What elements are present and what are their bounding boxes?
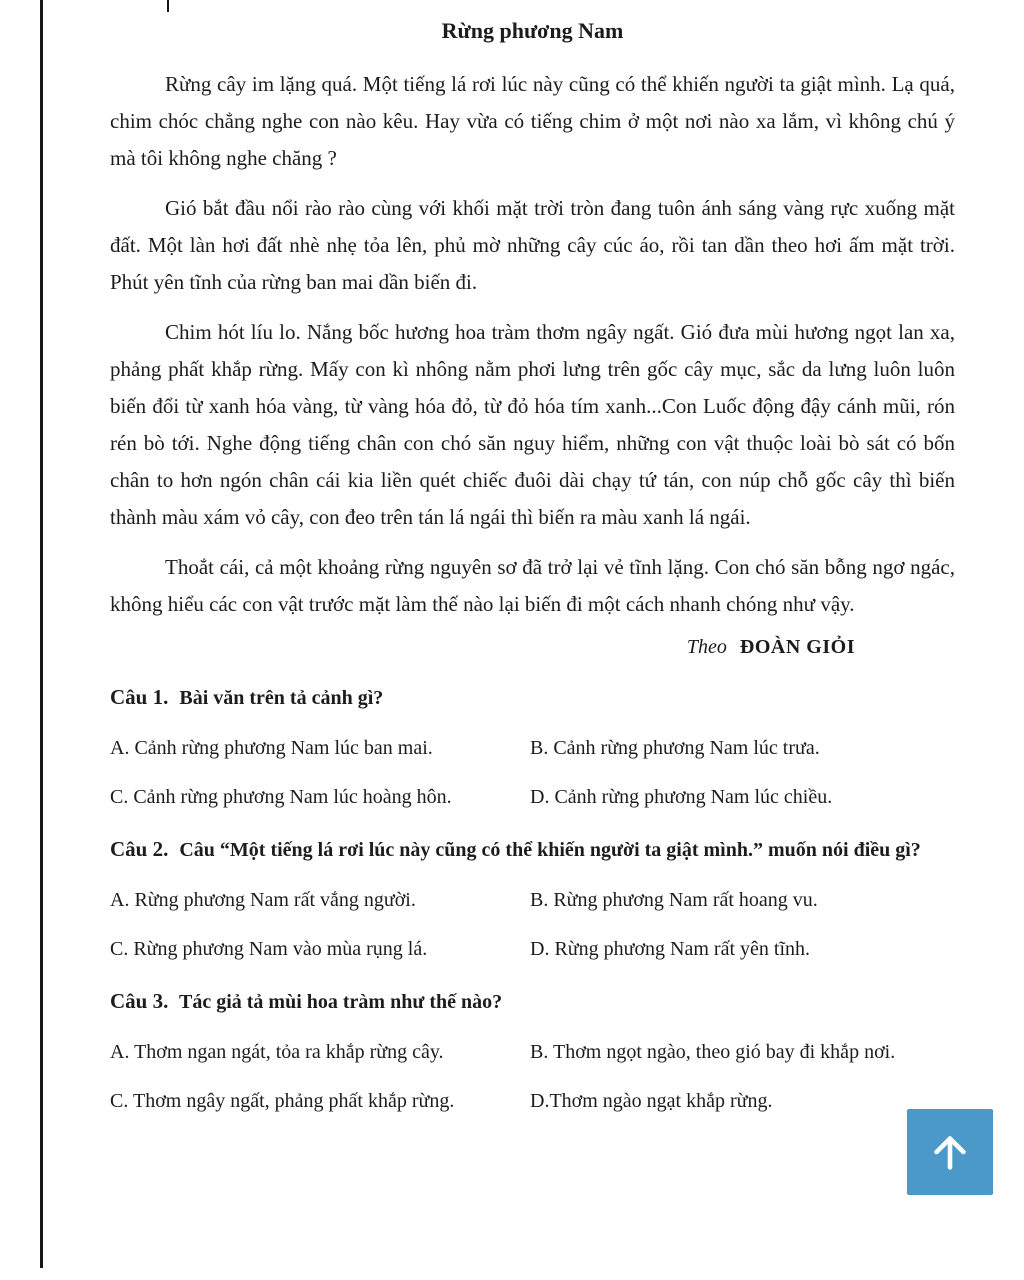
scroll-to-top-button[interactable] [907, 1109, 993, 1195]
up-arrow-icon [927, 1129, 973, 1175]
question-1-label: Câu 1. [110, 685, 169, 709]
question-1-option-d: D. Cảnh rừng phương Nam lúc chiều. [530, 786, 833, 808]
question-3-label: Câu 3. [110, 989, 169, 1013]
page-border-left [40, 0, 43, 1268]
question-2-label: Câu 2. [110, 837, 169, 861]
question-1-option-c: C. Cảnh rừng phương Nam lúc hoàng hôn. [110, 786, 452, 808]
question-2-heading [110, 835, 955, 864]
question-2-option-b: B. Rừng phương Nam rất hoang vu. [530, 889, 818, 911]
paragraph-3: Chim hót líu lo. Nắng bốc hương hoa tràm thơm ngây ngất. Gió đưa mùi hương ngọt lan xa, phảng phất khắp rừng. Mấy con kì nhông nằm phơi lưng trên gốc cây mục, sắc da lưng luôn luôn biến đổi từ xanh hóa vàng, từ vàng hóa đỏ, từ đỏ hóa tím xanh...Con Luốc động đậy cánh mũi, rón rén bò tới. Nghe động tiếng chân con chó săn nguy hiểm, những con vật thuộc loài bò sát có bốn chân to hơn ngón chân cái kia liền quét chiếc đuôi dài chạy tứ tán, con núp chỗ gốc cây thì biến thành màu xám vỏ cây, con đeo trên tán lá ngái thì biến ra màu xanh lá ngái. [110, 320, 955, 529]
question-3-option-b: B. Thơm ngọt ngào, theo gió bay đi khắp nơi. [530, 1041, 896, 1063]
question-3-option-c: C. Thơm ngây ngất, phảng phất khắp rừng. [110, 1090, 455, 1112]
question-2-option-c: C. Rừng phương Nam vào mùa rụng lá. [110, 938, 428, 960]
question-1-options [110, 734, 955, 811]
question-3-heading [110, 987, 955, 1016]
question-1-option-b: B. Cảnh rừng phương Nam lúc trưa. [530, 737, 820, 759]
question-3-option-d: D.Thơm ngào ngạt khắp rừng. [530, 1090, 773, 1112]
question-1-heading [110, 683, 955, 712]
page-border-top-tick [167, 0, 169, 12]
question-2-option-a: A. Rừng phương Nam rất vắng người. [110, 889, 416, 911]
attribution-author: ĐOÀN GIỎI [739, 636, 855, 658]
attribution [110, 636, 855, 659]
attribution-prefix: Theo [686, 636, 727, 658]
question-2-text: Câu “Một tiếng lá rơi lúc này cũng có thể khiến người ta giật mình.” muốn nói điều gì? [179, 839, 921, 861]
question-3-option-a: A. Thơm ngan ngát, tỏa ra khắp rừng cây. [110, 1041, 444, 1063]
document-content [110, 18, 955, 1139]
question-3-text: Tác giả tả mùi hoa tràm như thế nào? [179, 991, 503, 1013]
question-1-text: Bài văn trên tả cảnh gì? [179, 687, 384, 709]
question-2-option-d: D. Rừng phương Nam rất yên tĩnh. [530, 938, 810, 960]
document-title: Rừng phương Nam [441, 18, 624, 43]
question-1-option-a: A. Cảnh rừng phương Nam lúc ban mai. [110, 737, 433, 759]
paragraph-1: Rừng cây im lặng quá. Một tiếng lá rơi lúc này cũng có thể khiến người ta giật mình. Lạ quá, chim chóc chẳng nghe con nào kêu. Hay vừa có tiếng chim ở một nơi nào xa lắm, vì không chú ý mà tôi không nghe chăng ? [110, 72, 955, 170]
question-3-options [110, 1038, 955, 1115]
paragraph-2: Gió bắt đầu nổi rào rào cùng với khối mặt trời tròn đang tuôn ánh sáng vàng rực xuống mặt đất. Một làn hơi đất nhè nhẹ tỏa lên, phủ mờ những cây cúc áo, rồi tan dần theo hơi ấm mặt trời. Phút yên tĩnh của rừng ban mai dần biến đi. [110, 196, 955, 294]
paragraph-4: Thoắt cái, cả một khoảng rừng nguyên sơ đã trở lại vẻ tĩnh lặng. Con chó săn bỗng ngơ ngác, không hiểu các con vật trước mặt làm thế nào lại biến đi một cách nhanh chóng như vậy. [110, 555, 955, 616]
question-2-options [110, 886, 955, 963]
